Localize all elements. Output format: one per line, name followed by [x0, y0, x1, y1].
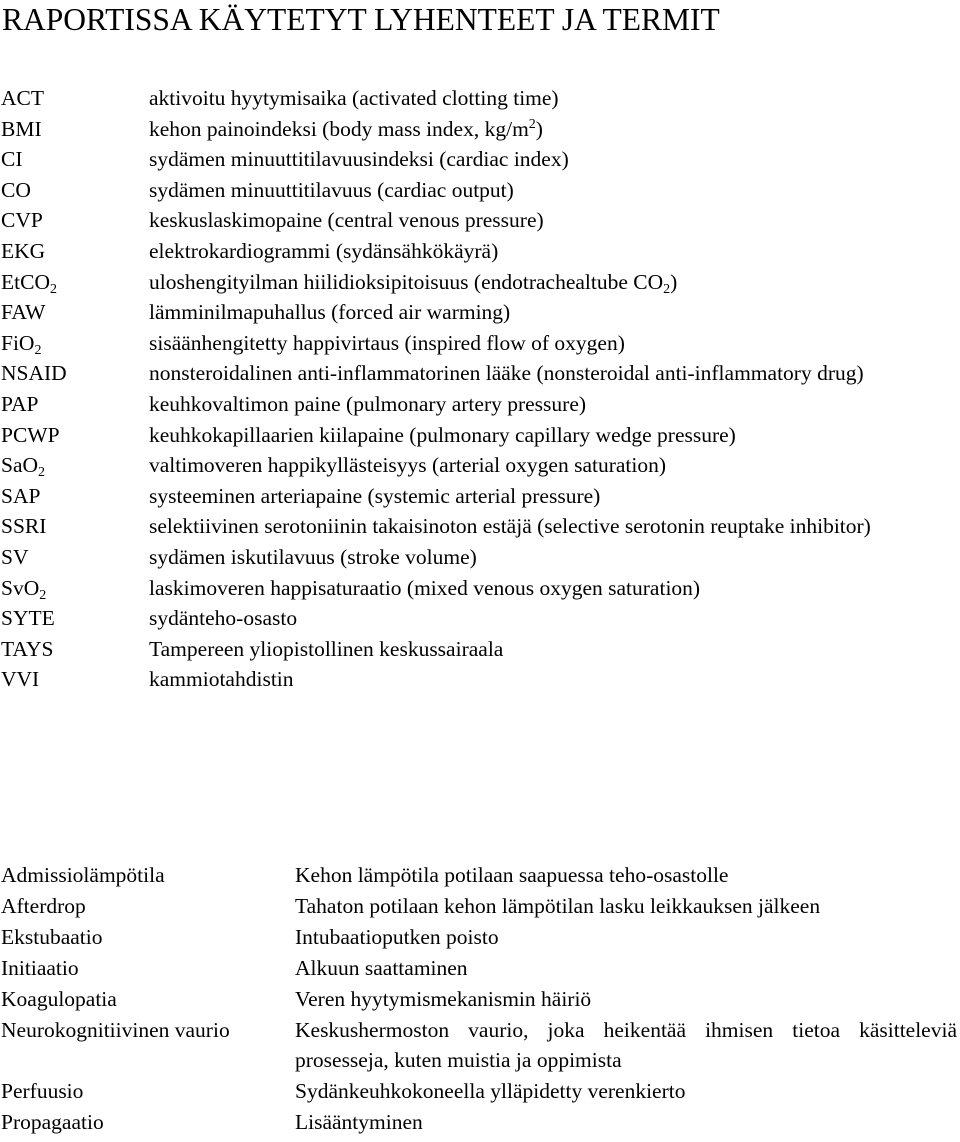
- abbreviation-list: [0, 83, 960, 695]
- abbreviation-row: [0, 603, 960, 634]
- glossary-row: [0, 1107, 960, 1138]
- abbreviation-row: [0, 297, 960, 328]
- abbreviation-row: [0, 573, 960, 604]
- abbreviation-term: SAP: [1, 483, 41, 508]
- glossary-row: [0, 984, 960, 1015]
- abbreviation-definition: lämminilmapuhallus (forced air warming): [149, 300, 511, 325]
- glossary-definition: Alkuun saattaminen: [295, 955, 468, 980]
- glossary-definition: Sydänkeuhkokoneella ylläpidetty verenkierto: [295, 1079, 686, 1104]
- abbreviation-definition: sydämen minuuttitilavuusindeksi (cardiac index): [149, 147, 569, 172]
- glossary-row: [0, 953, 960, 984]
- abbreviation-definition: kehon painoindeksi (body mass index, $kg/m^2$): [149, 116, 543, 141]
- abbreviation-term: ACT: [1, 86, 44, 110]
- abbreviation-definition: sydämen iskutilavuus (stroke volume): [149, 544, 477, 569]
- glossary-term: Perfuusio: [1, 1079, 84, 1104]
- abbreviation-term: PAP: [1, 391, 39, 416]
- abbreviation-row: [0, 420, 960, 451]
- abbreviation-row: [0, 205, 960, 236]
- glossary-term: Neurokognitiivinen vaurio: [1, 1017, 230, 1042]
- glossary-definition: Tahaton potilaan kehon lämpötilan lasku leikkauksen jälkeen: [295, 893, 821, 918]
- abbreviation-row: [0, 450, 960, 481]
- abbreviation-row: [0, 236, 960, 267]
- glossary-definition: Veren hyytymismekanismin häiriö: [295, 986, 592, 1011]
- abbreviation-row: [0, 481, 960, 512]
- abbreviation-definition: nonsteroidalinen anti-inflammatorinen lääke (nonsteroidal anti-inflammatory drug): [149, 361, 864, 386]
- glossary-row: [0, 860, 960, 891]
- abbreviation-term: EtCO$_2$: [1, 269, 57, 297]
- abbreviation-definition: uloshengityilman hiilidioksipitoisuus (endotrachealtube $CO_2$): [149, 269, 678, 297]
- glossary-row: [0, 922, 960, 953]
- abbreviation-row: [0, 267, 960, 298]
- abbreviation-row: [0, 83, 960, 114]
- abbreviation-definition: kammiotahdistin: [149, 667, 294, 692]
- abbreviation-definition: selektiivinen serotoniinin takaisinoton estäjä (selective serotonin reuptake inhibitor): [149, 514, 871, 539]
- abbreviation-definition: keuhkokapillaarien kiilapaine (pulmonary capillary wedge pressure): [149, 422, 736, 447]
- glossary-row: [0, 1015, 960, 1077]
- page-title: RAPORTISSA KÄYTETYT LYHENTEET JA TERMIT: [2, 2, 720, 37]
- abbreviation-term: CO: [1, 177, 31, 202]
- glossary-list: [0, 860, 960, 1138]
- glossary-term: Afterdrop: [1, 893, 86, 918]
- abbreviation-row: [0, 358, 960, 389]
- abbreviation-row: [0, 542, 960, 573]
- abbreviation-term: SvO$_2$: [1, 575, 47, 603]
- glossary-row: [0, 891, 960, 922]
- glossary-definition: Lisääntyminen: [295, 1110, 423, 1135]
- abbreviation-term: FAW: [1, 300, 46, 325]
- glossary-definition: Intubaatioputken poisto: [295, 924, 499, 949]
- abbreviation-term: SYTE: [1, 606, 55, 631]
- glossary-term: Propagaatio: [1, 1110, 104, 1135]
- abbreviation-term: SV: [1, 544, 29, 569]
- abbreviation-row: [0, 328, 960, 359]
- glossary-row: [0, 1076, 960, 1107]
- abbreviation-term: CI: [1, 147, 23, 172]
- abbreviation-definition: Tampereen yliopistollinen keskussairaala: [149, 636, 504, 661]
- abbreviation-term: NSAID: [1, 361, 67, 386]
- abbreviation-term: VVI: [1, 667, 40, 692]
- abbreviation-definition: valtimoveren happikyllästeisyys (arterial oxygen saturation): [149, 453, 667, 478]
- abbreviation-term: FiO$_2$: [1, 330, 42, 358]
- abbreviation-definition: sydämen minuuttitilavuus (cardiac output): [149, 177, 514, 202]
- glossary-term: Admissiolämpötila: [1, 863, 165, 887]
- abbreviation-definition: sisäänhengitetty happivirtaus (inspired flow of oxygen): [149, 330, 625, 355]
- glossary-term: Initiaatio: [1, 955, 79, 980]
- abbreviation-definition: laskimoveren happisaturaatio (mixed venous oxygen saturation): [149, 575, 701, 600]
- glossary-term: Ekstubaatio: [1, 924, 103, 949]
- abbreviation-definition: keuhkovaltimon paine (pulmonary artery pressure): [149, 391, 587, 416]
- glossary-definition: Keskushermoston vaurio, joka heikentää ihmisen tietoa käsitteleviä prosesseja, kuten muistia ja oppimista: [295, 1017, 957, 1073]
- abbreviation-definition: systeeminen arteriapaine (systemic arterial pressure): [149, 483, 601, 508]
- abbreviation-definition: aktivoitu hyytymisaika (activated clotting time): [149, 86, 559, 110]
- abbreviation-term: SaO$_2$: [1, 453, 46, 481]
- abbreviation-term: PCWP: [1, 422, 60, 447]
- glossary-term: Koagulopatia: [1, 986, 117, 1011]
- abbreviation-definition: sydänteho-osasto: [149, 606, 298, 631]
- abbreviation-term: SSRI: [1, 514, 47, 539]
- abbreviation-definition: elektrokardiogrammi (sydänsähkökäyrä): [149, 238, 499, 263]
- abbreviation-row: [0, 144, 960, 175]
- abbreviation-row: [0, 175, 960, 206]
- abbreviation-term: EKG: [1, 238, 46, 263]
- abbreviation-row: [0, 664, 960, 695]
- abbreviation-row: [0, 389, 960, 420]
- abbreviation-row: [0, 114, 960, 145]
- abbreviation-term: BMI: [1, 116, 42, 141]
- glossary-definition: Kehon lämpötila potilaan saapuessa teho-osastolle: [295, 863, 729, 887]
- abbreviation-term: TAYS: [1, 636, 54, 661]
- abbreviation-row: [0, 634, 960, 665]
- abbreviation-row: [0, 511, 960, 542]
- abbreviation-definition: keskuslaskimopaine (central venous pressure): [149, 208, 544, 233]
- abbreviation-term: CVP: [1, 208, 43, 233]
